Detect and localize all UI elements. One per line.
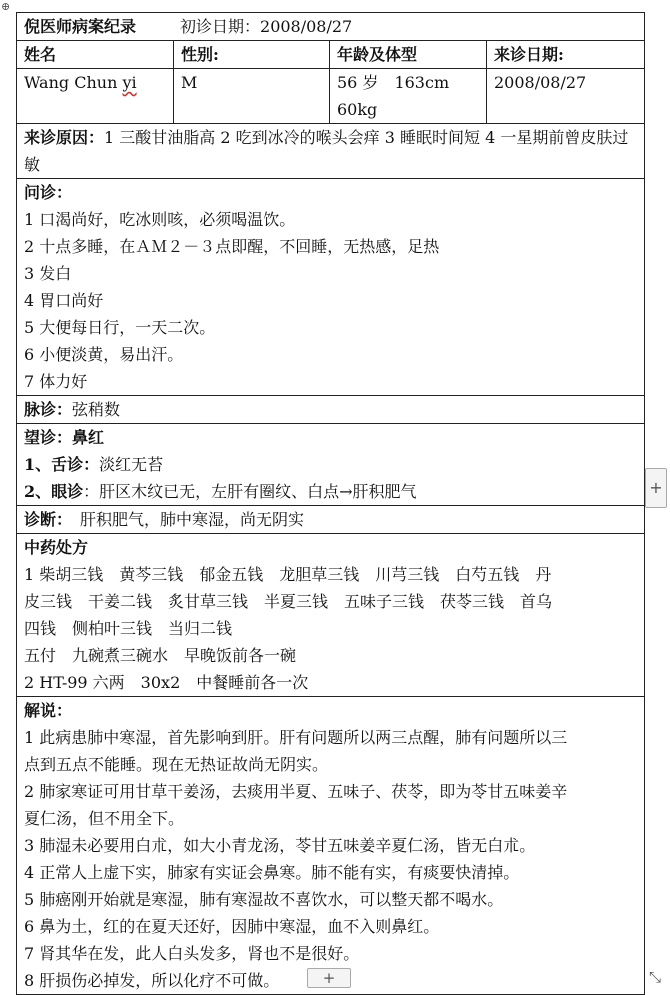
pulse-label: 脉诊： [24,400,73,419]
observation-value: 鼻红 [72,428,105,447]
explanation-line: 4 正常人上虚下实，肺家有实证会鼻寒。肺不能有实，有痰要快清掉。 [24,863,520,882]
patient-values-row [17,69,645,124]
pulse-text: 弦稍数 [72,400,121,419]
explanation-line: 点到五点不能睡。现在无热证故尚无阴实。 [24,755,329,774]
patient-visit-date: 2008/08/27 [487,69,645,124]
record-title: 倪医师病案纪录 [24,17,137,36]
patient-sex: M [174,69,330,124]
reason-label: 来诊原因： [24,128,105,147]
inquiry-item: 7 体力好 [24,372,88,391]
add-row-button[interactable]: + [307,968,351,988]
diagnosis-label: 诊断： [24,510,65,529]
inquiry-row [17,179,645,396]
explanation-line: 5 肺癌刚开始就是寒湿，肺有寒湿故不喜饮水，可以整天都不喝水。 [24,890,504,909]
patient-name-first: Wang Chun [24,73,123,92]
patient-header-row [17,41,645,69]
add-column-button[interactable]: + [645,468,667,508]
age-header: 年龄及体型 [330,41,487,69]
medical-record-table [16,12,645,995]
prescription-line: 2 HT-99 六两 30x2 中餐睡前各一次 [24,673,309,692]
prescription-row [17,534,645,697]
explanation-line: 夏仁汤，但不用全下。 [24,809,185,828]
inquiry-item: 1 口渴尚好，吃冰则咳，必须喝温饮。 [24,210,296,229]
explanation-line: 8 肝损伤必掉发，所以化疗不可做。 [24,971,280,990]
explanation-row [17,697,645,995]
visit-date-header: 来诊日期: [487,41,645,69]
explanation-line: 3 肺湿未必要用白朮，如大小青龙汤，苓甘五味姜辛夏仁汤，皆无白朮。 [24,836,536,855]
inquiry-item: 5 大便每日行，一天二次。 [24,318,216,337]
inquiry-item: 3 发白 [24,264,72,283]
reason-row [17,124,645,179]
inquiry-item: 6 小便淡黄，易出汗。 [24,345,184,364]
prescription-line: 皮三钱 干姜二钱 炙甘草三钱 半夏三钱 五味子三钱 茯苓三钱 首乌 [24,592,553,611]
first-visit-date: 初诊日期：2008/08/27 [180,17,353,36]
patient-name-flagged: yi [122,73,137,92]
prescription-line: 1 柴胡三钱 黄芩三钱 郁金五钱 龙胆草三钱 川芎三钱 白芍五钱 丹 [24,565,552,584]
observation-row [17,424,645,506]
explanation-line: 6 鼻为土，红的在夏天还好，因肺中寒湿，血不入则鼻红。 [24,917,440,936]
pulse-row [17,396,645,424]
diagnosis-text: 肝积肥气，肺中寒湿，尚无阴实 [64,510,305,529]
tongue-text: 淡红无苔 [99,455,164,474]
patient-age-build: 56 岁 163cm 60kg [330,69,487,124]
inquiry-item: 4 胃口尚好 [24,291,104,310]
inquiry-label: 问诊： [24,183,73,202]
explanation-line: 1 此病患肺中寒湿，首先影响到肝。肝有问题所以两三点醒，肺有问题所以三 [24,728,568,747]
diagnosis-row [17,506,645,534]
name-header: 姓名 [17,41,174,69]
prescription-label: 中药处方 [24,538,89,557]
explanation-label: 解说： [24,701,73,720]
tongue-label: 1、舌诊： [24,455,100,474]
reason-text: 1 三酸甘油脂高 2 吃到冰冷的喉头会痒 3 睡眠时间短 4 一星期前曾皮肤过敏 [24,128,629,174]
eye-label: 2、眼诊 [24,482,84,501]
title-row [17,13,645,41]
sex-header: 性别: [174,41,330,69]
patient-name [17,69,174,124]
prescription-line: 四钱 侧柏叶三钱 当归二钱 [24,619,233,638]
resize-handle-icon[interactable]: ⤡ [648,968,661,986]
explanation-line: 2 肺家寒证可用甘草干姜汤，去痰用半夏、五味子、茯苓，即为苓甘五味姜辛 [24,782,568,801]
table-move-handle-icon[interactable]: ⊕ [1,0,11,13]
observation-label: 望诊： [24,428,73,447]
prescription-line: 五付 九碗煮三碗水 早晚饭前各一碗 [24,646,297,665]
eye-text: ：肝区木纹已无，左肝有圈纹、白点→肝积肥气 [83,482,417,501]
explanation-line: 7 肾其华在发，此人白头发多，肾也不是很好。 [24,944,360,963]
inquiry-item: 2 十点多睡，在ＡＭ２－３点即醒，不回睡，无热感，足热 [24,237,440,256]
